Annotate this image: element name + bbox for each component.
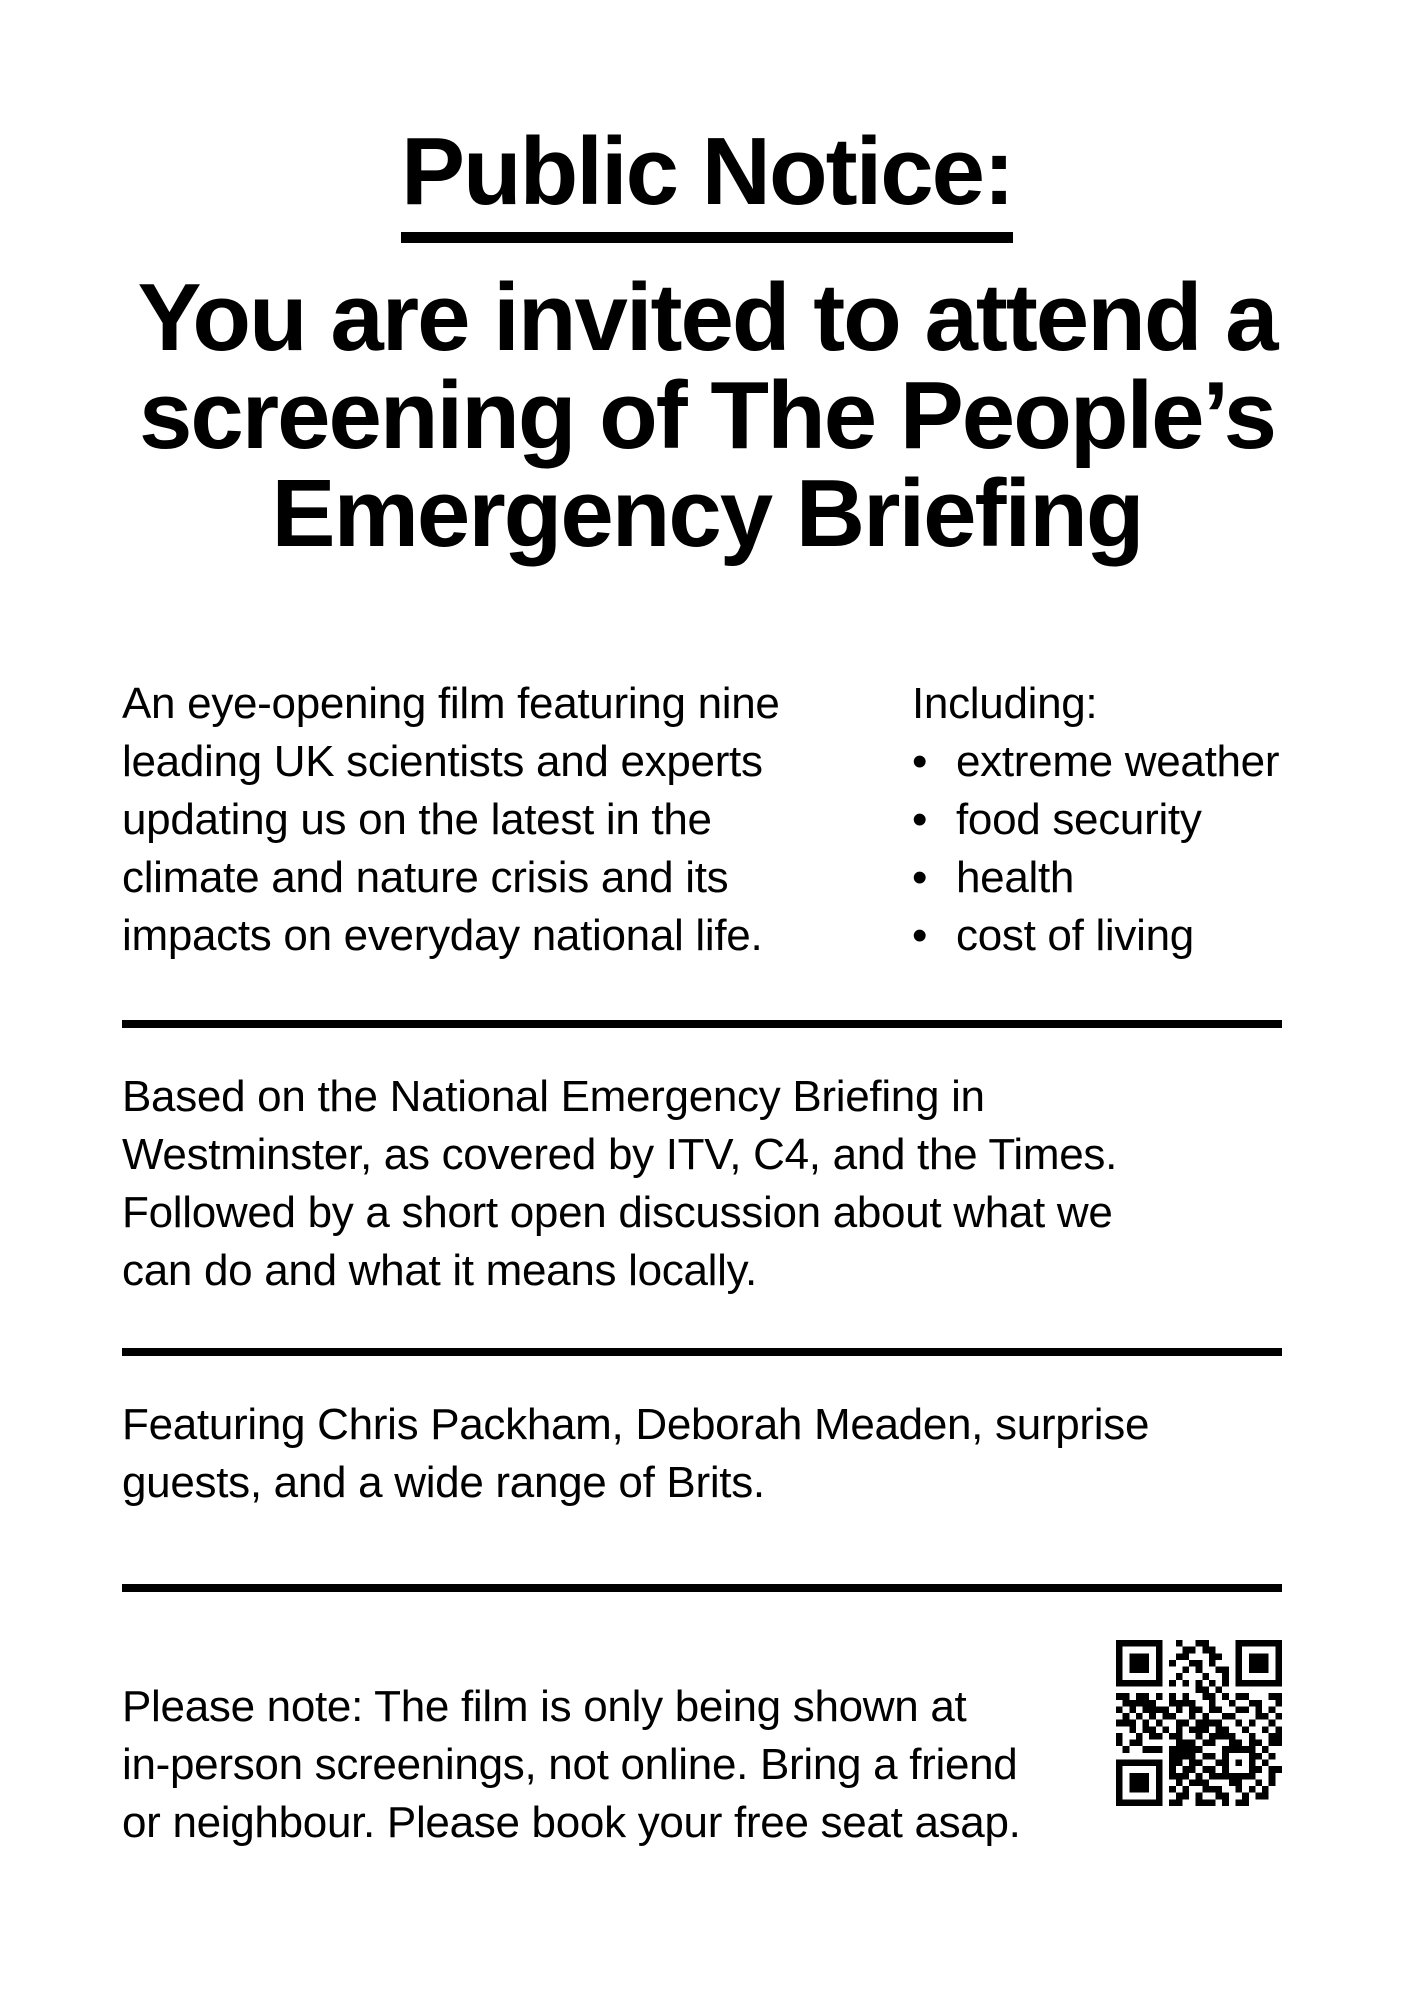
topic-label: cost of living (956, 911, 1194, 960)
topic-item (912, 733, 1279, 791)
film-description-line: climate and nature crisis and its (122, 853, 729, 902)
divider (122, 1348, 1282, 1356)
subtitle-line: Emergency Briefing (271, 460, 1143, 567)
bullet-icon: • (912, 911, 928, 960)
note-text (122, 1678, 1021, 1852)
subtitle (0, 264, 1414, 567)
topics-heading: Including: (912, 679, 1098, 728)
based-on-line: Followed by a short open discussion about what we (122, 1188, 1113, 1237)
based-on-line: Based on the National Emergency Briefing in (122, 1072, 985, 1121)
topics-column (912, 675, 1279, 965)
film-description (122, 675, 837, 965)
topics-list (912, 733, 1279, 965)
topic-item (912, 907, 1279, 965)
topic-item (912, 791, 1279, 849)
based-on-section (122, 1068, 1282, 1300)
topic-label: food security (956, 795, 1202, 844)
based-on-line: Westminster, as covered by ITV, C4, and the Times. (122, 1130, 1118, 1179)
featuring-text (122, 1396, 1282, 1512)
note-section (122, 1634, 1282, 1896)
divider (122, 1584, 1282, 1592)
topic-item (912, 849, 1279, 907)
subtitle-line: screening of The People’s (138, 362, 1276, 469)
note-line: in-person screenings, not online. Bring a friend (122, 1740, 1018, 1789)
featuring-line: Featuring Chris Packham, Deborah Meaden, surprise (122, 1400, 1150, 1449)
film-description-line: updating us on the latest in the (122, 795, 712, 844)
subtitle-line: You are invited to attend a (137, 264, 1277, 371)
based-on-line: can do and what it means locally. (122, 1246, 757, 1295)
divider (122, 1020, 1282, 1028)
poster-content (0, 675, 1414, 1896)
bullet-icon: • (912, 737, 928, 786)
bullet-icon: • (912, 795, 928, 844)
topic-label: extreme weather (956, 737, 1280, 786)
note-line: or neighbour. Please book your free seat asap. (122, 1798, 1021, 1847)
film-description-line: impacts on everyday national life. (122, 911, 763, 960)
intro-section (122, 675, 1282, 965)
page-title (0, 118, 1414, 243)
page-title-text: Public Notice: (401, 124, 1013, 243)
note-line: Please note: The film is only being shown at (122, 1682, 967, 1731)
poster-header (0, 0, 1414, 567)
based-on-text (122, 1068, 1282, 1300)
featuring-line: guests, and a wide range of Brits. (122, 1458, 765, 1507)
qr-code (1116, 1640, 1282, 1806)
bullet-icon: • (912, 853, 928, 902)
film-description-line: leading UK scientists and experts (122, 737, 763, 786)
film-description-line: An eye-opening film featuring nine (122, 679, 780, 728)
topic-label: health (956, 853, 1075, 902)
featuring-section (122, 1396, 1282, 1512)
